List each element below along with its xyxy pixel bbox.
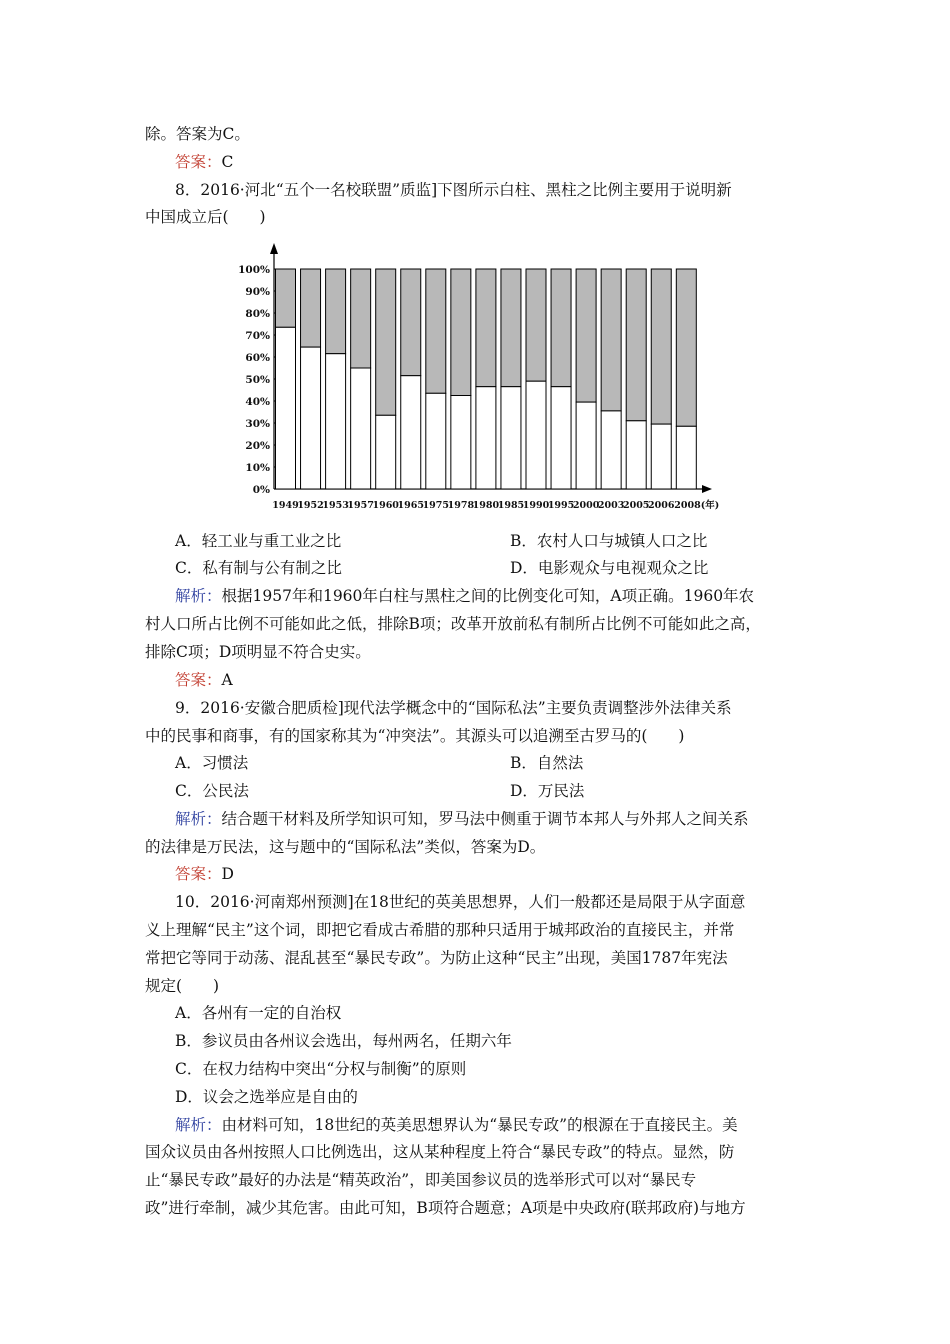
- x-tick-label: 2003: [597, 500, 625, 511]
- q8-explanation-line-3: 排除C项；D项明显不符合史实。: [145, 643, 371, 661]
- q10-option-b: B．参议员由各州议会选出，每州两名，任期六年: [175, 1032, 512, 1050]
- question-9-line-1: 9．2016·安徽合肥质检]现代法学概念中的“国际私法”主要负责调整涉外法律关系: [175, 699, 732, 717]
- x-axis-arrow: [702, 485, 712, 493]
- y-tick-label: 80%: [245, 308, 270, 320]
- answer-8: [175, 670, 233, 690]
- question-10-line-1: 10．2016·河南郑州预测]在18世纪的英美思想界，人们一般都还是局限于从字面意: [175, 893, 746, 911]
- x-tick-label: 1965: [397, 500, 424, 511]
- y-tick-label: 60%: [245, 352, 270, 364]
- q8-explanation-line-1: [175, 586, 754, 606]
- bar-segment-upper: [326, 269, 346, 354]
- x-tick-label: 1990: [522, 500, 550, 511]
- x-tick-label: 2005: [622, 500, 650, 511]
- bar-segment-upper: [601, 269, 621, 411]
- y-tick-labels: [238, 264, 270, 496]
- bar-segment-lower: [376, 415, 396, 489]
- bar-segment-lower: [326, 354, 346, 489]
- question-10-line-2: 义上理解“民主”这个词，即把它看成古希腊的那种只适用于城邦政治的直接民主，并常: [145, 921, 735, 939]
- answer-7: [175, 152, 233, 172]
- y-tick-label: 0%: [252, 484, 270, 496]
- q10-option-a: A．各州有一定的自治权: [175, 1004, 342, 1022]
- bar-segment-upper: [351, 269, 371, 368]
- bar-segment-upper: [301, 269, 321, 347]
- x-tick-label: 2006: [648, 500, 675, 511]
- q10-option-d: D．议会之选举应是自由的: [175, 1088, 358, 1106]
- bar-segment-lower: [276, 327, 296, 489]
- y-tick-label: 50%: [245, 374, 270, 386]
- x-tick-label: 1952: [297, 500, 324, 511]
- answer-value: D: [221, 865, 234, 883]
- answer-value: A: [221, 671, 233, 689]
- x-tick-label: 1995: [547, 500, 575, 511]
- bar-segment-lower: [451, 396, 471, 490]
- prev-answer-tail: 除。答案为C。: [145, 125, 250, 143]
- bar-segment-upper: [401, 269, 421, 376]
- bar-segment-lower: [301, 347, 321, 489]
- bar-segment-upper: [276, 269, 296, 327]
- explanation-label: 解析：: [175, 1116, 222, 1134]
- bar-segment-lower: [526, 381, 546, 489]
- bar-segment-lower: [476, 387, 496, 489]
- x-tick-label: 1960: [372, 500, 399, 511]
- q8-option-c: C．私有制与公有制之比: [175, 559, 342, 577]
- q10-explanation-line-3: 止“暴民专政”最好的办法是“精英政治”，即美国参议员的选举形式可以对“暴民专: [145, 1171, 697, 1189]
- bar-segment-upper: [676, 269, 696, 426]
- explanation-text: 结合题干材料及所学知识可知，罗马法中侧重于调节本邦人与外邦人之间关系: [221, 810, 749, 828]
- answer-9: [175, 864, 234, 884]
- q9-explanation-line-2: 的法律是万民法，这与题中的“国际私法”类似，答案为D。: [145, 838, 546, 856]
- y-tick-label: 100%: [238, 264, 270, 276]
- x-tick-label: 2008(年): [674, 500, 720, 511]
- bar-segment-lower: [401, 376, 421, 489]
- explanation-label: 解析：: [175, 587, 222, 605]
- y-tick-label: 30%: [245, 418, 270, 430]
- answer-label: 答案：: [175, 153, 222, 171]
- bar-segment-upper: [501, 269, 521, 387]
- bar-segment-lower: [626, 421, 646, 489]
- x-tick-label: 1985: [497, 500, 525, 511]
- q8-explanation-line-2: 村人口所占比例不可能如此之低，排除B项；改革开放前私有制所占比例不可能如此之高，: [145, 615, 761, 633]
- bar-segment-upper: [376, 269, 396, 415]
- bar-segment-lower: [501, 387, 521, 489]
- chart-bars: [276, 269, 697, 489]
- bar-segment-upper: [551, 269, 571, 387]
- x-tick-label: 1957: [347, 500, 374, 511]
- answer-label: 答案：: [175, 865, 222, 883]
- bar-segment-lower: [576, 402, 596, 489]
- q10-explanation-line-4: 政”进行牵制，减少其危害。由此可知，B项符合题意；A项是中央政府(联邦政府)与地方: [145, 1199, 746, 1217]
- bar-segment-lower: [351, 368, 371, 489]
- q9-explanation-line-1: [175, 809, 749, 829]
- q9-option-c: C．公民法: [175, 782, 249, 800]
- q9-option-b: B．自然法: [510, 754, 584, 772]
- bar-segment-upper: [426, 269, 446, 393]
- question-10-line-3: 常把它等同于动荡、混乱甚至“暴民专政”。为防止这种“民主”出现，美国1787年宪法: [145, 949, 728, 967]
- q8-option-b: B．农村人口与城镇人口之比: [510, 532, 708, 550]
- q9-option-a: A．习惯法: [175, 754, 249, 772]
- bar-segment-upper: [651, 269, 671, 424]
- bar-segment-upper: [451, 269, 471, 396]
- answer-value: C: [221, 153, 234, 171]
- bar-segment-lower: [426, 393, 446, 489]
- question-9-line-2: 中的民事和商事，有的国家称其为“冲突法”。其源头可以追溯至古罗马的( ): [145, 727, 685, 745]
- bar-segment-upper: [526, 269, 546, 381]
- x-tick-labels: [272, 499, 719, 511]
- question-8-line-1: 8．2016·河北“五个一名校联盟”质监]下图所示白柱、黑柱之比例主要用于说明新: [175, 181, 732, 199]
- y-tick-label: 70%: [245, 330, 270, 342]
- x-tick-label: 1953: [322, 500, 349, 511]
- stacked-bar-chart: [232, 238, 752, 528]
- x-tick-label: 1978: [447, 500, 475, 511]
- x-tick-label: 1975: [422, 500, 450, 511]
- y-tick-label: 90%: [245, 286, 270, 298]
- q10-explanation-line-2: 国众议员由各州按照人口比例选出，这从某种程度上符合“暴民专政”的特点。显然，防: [145, 1143, 735, 1161]
- bar-segment-upper: [626, 269, 646, 421]
- answer-label: 答案：: [175, 671, 222, 689]
- x-tick-label: 1949: [272, 500, 299, 511]
- y-tick-label: 10%: [245, 462, 270, 474]
- q10-option-c: C．在权力结构中突出“分权与制衡”的原则: [175, 1060, 467, 1078]
- bar-segment-lower: [601, 411, 621, 489]
- bar-segment-upper: [576, 269, 596, 402]
- x-tick-label: 1980: [472, 500, 500, 511]
- y-tick-label: 40%: [245, 396, 270, 408]
- explanation-text: 由材料可知，18世纪的英美思想界认为“暴民专政”的根源在于直接民主。美: [221, 1116, 738, 1134]
- y-axis-arrow: [270, 243, 278, 254]
- x-tick-label: 2000: [572, 500, 600, 511]
- y-tick-label: 20%: [245, 440, 270, 452]
- question-10-line-4: 规定( ): [145, 977, 220, 995]
- explanation-label: 解析：: [175, 810, 222, 828]
- explanation-text: 根据1957年和1960年白柱与黑柱之间的比例变化可知，A项正确。1960年农: [221, 587, 755, 605]
- bar-segment-upper: [476, 269, 496, 387]
- question-8-line-2: 中国成立后( ): [145, 208, 266, 226]
- q10-explanation-line-1: [175, 1115, 738, 1135]
- bar-segment-lower: [676, 426, 696, 489]
- q9-option-d: D．万民法: [510, 782, 585, 800]
- bar-segment-lower: [551, 387, 571, 489]
- q8-option-d: D．电影观众与电视观众之比: [510, 559, 709, 577]
- q8-option-a: A．轻工业与重工业之比: [175, 532, 342, 550]
- bar-segment-lower: [651, 424, 671, 489]
